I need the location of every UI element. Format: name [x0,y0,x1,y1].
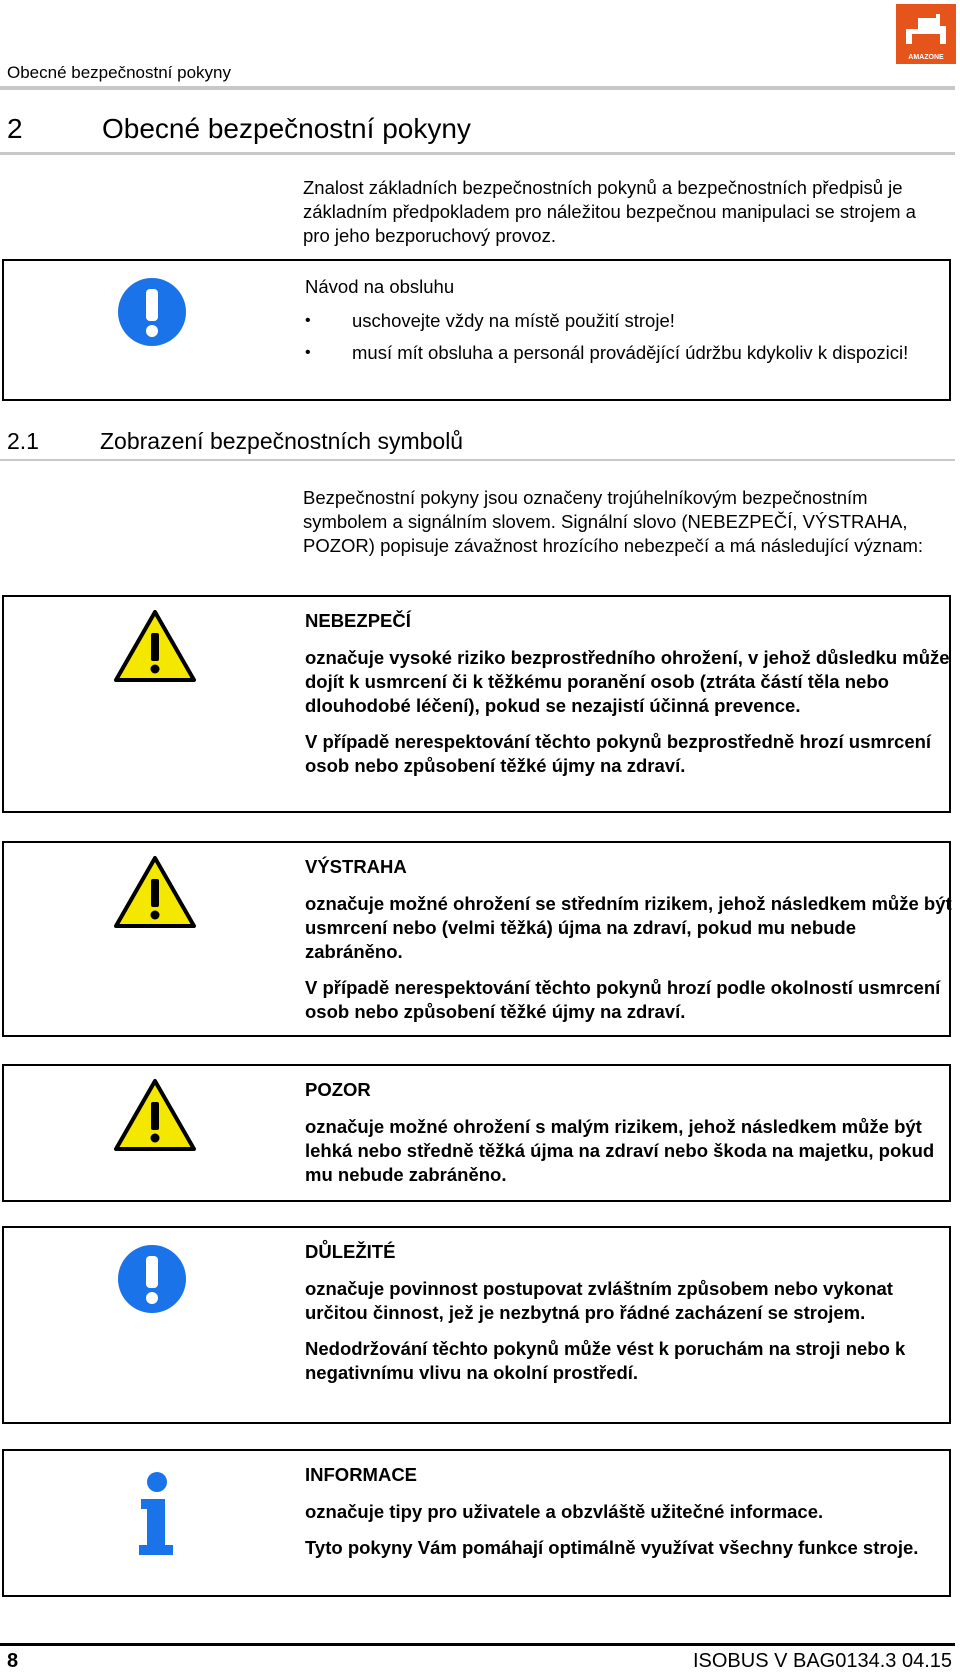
document-id: ISOBUS V BAG0134.3 04.15 [692,1650,952,1672]
info-icon [135,1471,175,1562]
svg-text:AMAZONE: AMAZONE [908,54,944,61]
exclamation-circle-icon [117,1244,187,1319]
warning-box [2,841,951,1037]
important-box [2,1226,951,1424]
section-title-text: Zobrazení bezpečnostních symbolů [100,428,464,454]
chapter-title-text: Obecné bezpečnostní pokyny [102,113,471,144]
chapter-rule [0,152,955,155]
section-title [7,428,463,455]
warning-title: VÝSTRAHA [305,856,407,877]
caution-title: POZOR [305,1079,371,1100]
footer-rule [0,1643,955,1646]
manual-title: Návod na obsluhu [305,276,455,297]
manual-bullet: • musí mít obsluha a personál provádějící údržbu kdykoliv k dispozici! [305,341,955,365]
section-rule [0,459,955,461]
danger-box [2,595,951,813]
caution-box [2,1064,951,1202]
info-text-2: Tyto pokyny Vám pomáhají optimálně využívat všechny funkce stroje. [305,1537,919,1558]
warning-text-1: označuje možné ohrožení se středním rizikem, jehož následkem může být usmrcení nebo (velmi těžká) újma na zdraví, pokud mu nebude zabráněno. [305,893,952,962]
section-number: 2.1 [7,428,39,454]
warning-triangle-icon [113,1078,197,1157]
header-rule [0,86,955,90]
chapter-number: 2 [7,113,23,144]
warning-triangle-icon [113,609,197,688]
caution-text-1: označuje možné ohrožení s malým rizikem, jehož následkem může být lehká nebo středně těžká újma na zdraví nebo škoda na majetku, pokud mu nebude zabráněno. [305,1116,935,1185]
running-header: Obecné bezpečnostní pokyny [7,63,231,82]
danger-title: NEBEZPEČÍ [305,610,411,631]
section-intro: Bezpečnostní pokyny jsou označeny trojúhelníkovým bezpečnostním symbolem a signálním slovem. Signální slovo (NEBEZPEČÍ, VÝSTRAHA, POZOR) popisuje závažnost hrozícího nebezpečí a má následující význam: [303,487,924,556]
amazone-logo [896,4,956,64]
info-title: INFORMACE [305,1464,418,1485]
info-box [2,1449,951,1597]
manual-bullet: • uschovejte vždy na místě použití stroje! [305,309,955,333]
page-number: 8 [7,1650,19,1672]
manual-notice-box [2,259,951,401]
info-text-1: označuje tipy pro uživatele a obzvláště užitečné informace. [305,1501,824,1522]
warning-text-2: V případě nerespektování těchto pokynů hrozí podle okolností usmrcení osob nebo způsobení těžké újmy na zdraví. [305,977,941,1022]
important-text-2: Nedodržování těchto pokynů může vést k poruchám na stroji nebo k negativnímu vlivu na okolní prostředí. [305,1338,906,1383]
important-title: DŮLEŽITÉ [305,1241,396,1262]
exclamation-circle-icon [117,277,187,352]
danger-text-1: označuje vysoké riziko bezprostředního ohrožení, v jehož důsledku může dojít k usmrcení či k těžkému poranění osob (ztráta částí těla nebo dlouhodobé léčení), pokud se nezajistí účinná prevence. [305,647,950,716]
danger-text-2: V případě nerespektování těchto pokynů bezprostředně hrozí usmrcení osob nebo způsobení těžké újmy na zdraví. [305,731,932,776]
intro-paragraph: Znalost základních bezpečnostních pokynů a bezpečnostních předpisů je základním předpokladem pro náležitou bezpečnou manipulaci se strojem a pro jeho bezporuchový provoz. [303,177,916,246]
chapter-title [7,113,471,145]
important-text-1: označuje povinnost postupovat zvláštním způsobem nebo vykonat určitou činnost, jež je nezbytná pro řádné zacházení se strojem. [305,1278,893,1323]
warning-triangle-icon [113,855,197,934]
